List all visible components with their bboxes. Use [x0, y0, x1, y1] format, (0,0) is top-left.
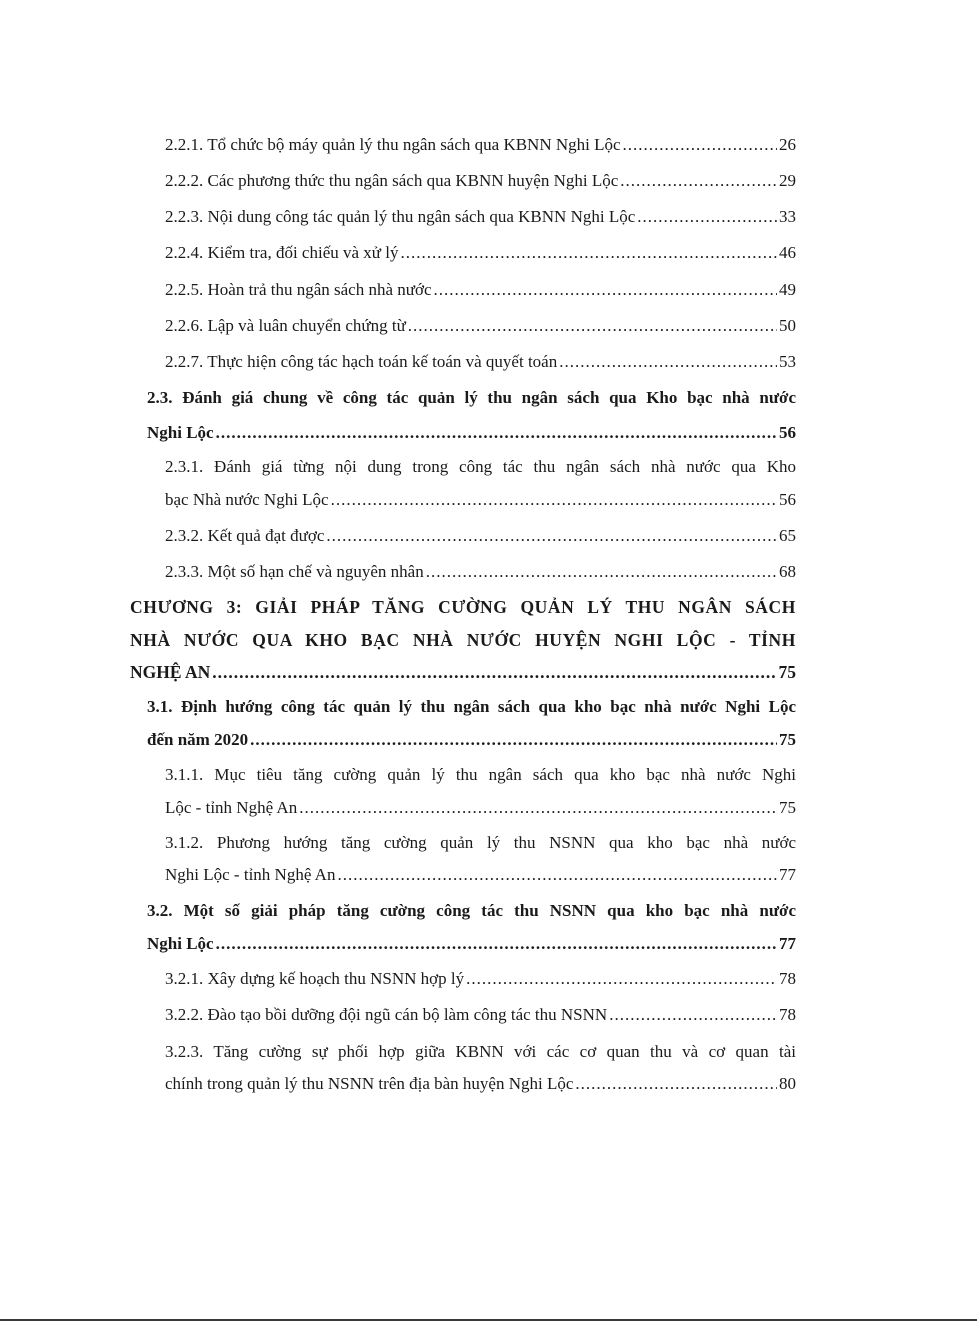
toc-entry-title: 2.2.4. Kiểm tra, đối chiếu và xử lý: [165, 243, 399, 262]
toc-entry-3-1[interactable]: [147, 729, 796, 751]
dot-leader: [623, 134, 777, 156]
toc-entry-3-2-1[interactable]: [165, 968, 796, 990]
dot-leader: [559, 351, 777, 373]
toc-entry-title: đến năm 2020: [147, 730, 249, 749]
dot-leader: [575, 1073, 777, 1095]
dot-leader: [426, 561, 777, 583]
toc-entry-2-2-7[interactable]: [165, 351, 796, 373]
toc-page-number: 75: [779, 798, 796, 817]
toc-page-number: 56: [779, 490, 796, 509]
dot-leader: [609, 1004, 777, 1026]
toc-page-number: 68: [779, 562, 796, 581]
dot-leader: [216, 422, 777, 444]
toc-page-number: 46: [779, 243, 796, 262]
toc-page-number: 56: [779, 423, 796, 442]
toc-entry-2-3[interactable]: [147, 422, 796, 444]
toc-entry-title: NGHỆ AN: [130, 662, 211, 682]
toc-entry-title: Nghi Lộc - tỉnh Nghệ An: [165, 865, 336, 884]
dot-leader: [637, 206, 777, 228]
dot-leader: [400, 242, 777, 264]
dot-leader: [299, 797, 777, 819]
dot-leader: [434, 279, 777, 301]
toc-entry-2-2-2[interactable]: [165, 170, 796, 192]
toc-chapter-3[interactable]: [130, 661, 796, 683]
toc-page-number: 33: [779, 207, 796, 226]
toc-entry-3-1-1[interactable]: [165, 797, 796, 819]
toc-page-number: 53: [779, 352, 796, 371]
toc-entry-title: 2.3.3. Một số hạn chế và nguyên nhân: [165, 562, 424, 581]
toc-entry-title: 2.2.7. Thực hiện công tác hạch toán kế toán và quyết toán: [165, 352, 558, 371]
toc-entry-3-1-2-line1[interactable]: 3.1.2. Phương hướng tăng cường quản lý thu NSNN qua kho bạc nhà nước: [165, 833, 796, 852]
dot-leader: [620, 170, 777, 192]
toc-page-number: 77: [779, 865, 796, 884]
toc-page-number: 49: [779, 280, 796, 299]
toc-entry-2-3-1-line1[interactable]: 2.3.1. Đánh giá từng nội dung trong công tác thu ngân sách nhà nước qua Kho: [165, 457, 796, 476]
toc-entry-title: Nghi Lộc: [147, 423, 214, 442]
toc-entry-3-2-3-line1[interactable]: 3.2.3. Tăng cường sự phối hợp giữa KBNN với các cơ quan thu và cơ quan tài: [165, 1042, 796, 1061]
toc-entry-3-1-2[interactable]: [165, 864, 796, 886]
toc-page-number: 78: [779, 1005, 796, 1024]
toc-page-number: 65: [779, 526, 796, 545]
dot-leader: [326, 525, 777, 547]
dot-leader: [337, 864, 777, 886]
dot-leader: [212, 661, 776, 683]
toc-entry-2-3-3[interactable]: [165, 561, 796, 583]
toc-page-number: 77: [779, 934, 796, 953]
toc-chapter-3-line1[interactable]: CHƯƠNG 3: GIẢI PHÁP TĂNG CƯỜNG QUẢN LÝ THU NGÂN SÁCH: [130, 597, 796, 617]
toc-entry-title: bạc Nhà nước Nghi Lộc: [165, 490, 329, 509]
toc-page-number: 78: [779, 969, 796, 988]
dot-leader: [250, 729, 777, 751]
toc-page-number: 26: [779, 135, 796, 154]
toc-chapter-3-line2[interactable]: NHÀ NƯỚC QUA KHO BẠC NHÀ NƯỚC HUYỆN NGHI LỘC - TỈNH: [130, 630, 796, 650]
dot-leader: [216, 933, 777, 955]
toc-entry-3-1-1-line1[interactable]: 3.1.1. Mục tiêu tăng cường quản lý thu ngân sách qua kho bạc nhà nước Nghi: [165, 765, 796, 784]
toc-entry-title: 3.2.2. Đào tạo bồi dưỡng đội ngũ cán bộ làm công tác thu NSNN: [165, 1005, 608, 1024]
toc-entry-2-2-6[interactable]: [165, 315, 796, 337]
toc-entry-2-3-line1[interactable]: 2.3. Đánh giá chung về công tác quản lý thu ngân sách qua Kho bạc nhà nước: [147, 388, 796, 407]
toc-entry-3-2-line1[interactable]: 3.2. Một số giải pháp tăng cường công tác thu NSNN qua kho bạc nhà nước: [147, 901, 796, 920]
toc-entry-title: Lộc - tỉnh Nghệ An: [165, 798, 298, 817]
toc-page-number: 29: [779, 171, 796, 190]
toc-entry-3-2-3[interactable]: [165, 1073, 796, 1095]
toc-entry-title: 2.2.3. Nội dung công tác quản lý thu ngân sách qua KBNN Nghi Lộc: [165, 207, 636, 226]
toc-page-number: 75: [778, 662, 796, 682]
toc-entry-title: 2.2.6. Lập và luân chuyển chứng từ: [165, 316, 406, 335]
toc-page-number: 50: [779, 316, 796, 335]
toc-entry-title: 2.2.2. Các phương thức thu ngân sách qua KBNN huyện Nghi Lộc: [165, 171, 619, 190]
dot-leader: [466, 968, 777, 990]
toc-page-number: 80: [779, 1074, 796, 1093]
toc-entry-3-1-line1[interactable]: 3.1. Định hướng công tác quản lý thu ngân sách qua kho bạc nhà nước Nghi Lộc: [147, 697, 796, 716]
toc-entry-title: 2.2.5. Hoàn trả thu ngân sách nhà nước: [165, 280, 432, 299]
toc-entry-title: 3.2.1. Xây dựng kế hoạch thu NSNN hợp lý: [165, 969, 465, 988]
toc-entry-2-3-2[interactable]: [165, 525, 796, 547]
toc-entry-2-2-1[interactable]: [165, 134, 796, 156]
dot-leader: [408, 315, 777, 337]
toc-entry-3-2-2[interactable]: [165, 1004, 796, 1026]
toc-entry-2-2-3[interactable]: [165, 206, 796, 228]
toc-entry-title: Nghi Lộc: [147, 934, 214, 953]
toc-entry-title: chính trong quản lý thu NSNN trên địa bàn huyện Nghi Lộc: [165, 1074, 574, 1093]
toc-entry-title: 2.2.1. Tổ chức bộ máy quản lý thu ngân sách qua KBNN Nghi Lộc: [165, 135, 621, 154]
toc-entry-3-2[interactable]: [147, 933, 796, 955]
toc-entry-2-2-4[interactable]: [165, 242, 796, 264]
toc-page-number: 75: [779, 730, 796, 749]
dot-leader: [331, 489, 777, 511]
toc-entry-title: 2.3.2. Kết quả đạt được: [165, 526, 325, 545]
toc-entry-2-2-5[interactable]: [165, 279, 796, 301]
toc-entry-2-3-1[interactable]: [165, 489, 796, 511]
